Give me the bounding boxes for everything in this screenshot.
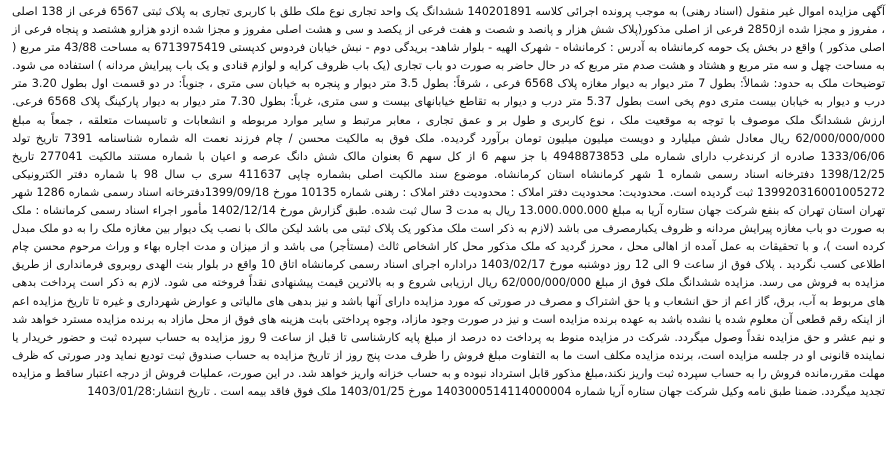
- auction-notice-text: آگهی مزایده اموال غیر منقول (اسناد رهنی) به موجب پرونده اجرائی کلاسه 140201891 ششدانگ یک واحد تجاری نوع ملک طلق با کاربری تجاری به پلاک ثبتی 6567 فرعی از 138 اصلی ، مفروز و مجزا شده از2850 فرعی از اصلی مذکور(پلاک شش هزار و پانصد و شصت و هفت فرعی از یکصد و سی و هشت اصلی مفروز و مجزا شده ازدو هزارو هشتصد و پنجاه فرعی از اصلی مذکور ) واقع در بخش یک حومه کرمانشاه به آدرس : کرمانشاه - شهرک الهیه - بلوار شاهد- بریدگی دوم - نبش خیابان فردوس کدپستی 6713975419 به مساحت 43/88 متر مربع ( به مساحت چهل و سه متر مربع و هشتاد و هشت صدم متر مربع که در حال حاضر به صورت دو باب تجاری (یک باب ظروف کرایه و لوازم قنادی و یک باب پیرایش مردانه ) استفاده می شود. توضیحات ملک به حدود: شمالاً: بطول 7 متر دیوار به دیوار مغازه پلاک 6568 فرعی ، شرقاً: بطول 3.5 متر دیوار و پنجره به خیابان سی متری ، جنوباً: در دو قسمت اول بطول 3.20 متر درب و دیوار به خیابان بیست متری دوم پخی است بطول 5.37 متر درب و دیوار به تقاطع خیابانهای بیست و سی متری، غرباً: بطول 7.30 متر دیوار به دیوار پارکینگ پلاک 6568 فرعی. ارزش ششدانگ ملک موصوف با توجه به موقعیت ملک ، نوع کاربری و طول بر و عمق تجاری ، معابر مرتبط و سایر موارد مربوطه و انشعابات و تاسیسات متعلقه ، جمعاً به مبلغ 62/000/000/000 ریال معادل شش میلیارد و دویست میلیون میلیون تومان برآورد گردیده. ملک فوق به مالکیت محسن / چام فرزند نعمت اله شماره شناسنامه 7391 تاریخ تولد 1333/06/06 صادره از کرندغرب دارای شماره ملی 4948873853 با جز سهم 6 از کل سهم 6 بعنوان مالک شش دانگ عرصه و اعیان با شماره مستند مالکیت 277041 تاریخ 1398/12/25 دفترخانه اسناد رسمی شماره 1 شهر کرمانشاه استان کرمانشاه. موضوع سند مالکیت اصلی بشماره چاپی 411637 سری ب سال 98 با شماره دفتر الکترونیکی 139920316001005272 ثبت گردیده است. محدودیت: محدودیت دفتر املاک : محدودیت دفتر املاک : رهنی شماره 10135 مورخ 1399/09/18دفترخانه اسناد رسمی شماره 1286 شهر تهران استان تهران که بنفع شرکت جهان ستاره آریا به مبلغ 13.000.000.000 ریال به مدت 3 سال ثبت شده. طبق گزارش مورخ 1402/12/14 مأمور اجراء اسناد رسمی کرمانشاه : ملک به صورت دو باب مغازه پیرایش مردانه و ظروف یکبارمصرف می باشد (لازم به ذکر است ملک مذکور یک پلاک ثبتی می باشد لیکن مالک با نصب یک دیوار بین مغازه ملک را به دو ملک مبدل کرده است )، و با تحقیقات به عمل آمده از اهالی محل ، محرز گردید که ملک مذکور محل کار اشخاص ثالث (مستأجر) می باشد و از میزان و مدت اجاره بهاء و وراث مرحوم محسن چام اطلاعی کسب نگردید . پلاک فوق از ساعت 9 الی 12 روز دوشنبه مورخ 1403/02/17 دراداره اجرای اسناد رسمی کرمانشاه اتاق 10 واقع در بلوار بنت الهدی روبروی فرمانداری از طریق مزایده به فروش می رسد. مزایده ششدانگ ملک فوق از مبلغ 62/000/000/000 ریال ارزیابی شروع و به بالاترین قیمت پیشنهادی نقداً فروخته می شود. لازم به ذکر است پرداخت بدهی های مربوط به آب، برق، گاز اعم از حق انشعاب و یا حق اشتراک و مصرف در صورتی که مورد مزایده دارای آنها باشد و نیز بدهی های مالیاتی و عوارض شهرداری و غیره تا تاریخ مزایده اعم از اینکه رقم قطعی آن معلوم شده یا نشده باشد به عهده برنده مزایده است و نیز در صورت وجود مازاد، وجوه پرداختی بابت هزینه های فوق از محل مازاد به برنده مزایده مسترد خواهد شد و نیم عشر و حق مزایده نقداً وصول میگردد. شرکت در مزایده منوط به پرداخت ده درصد از مبلغ پایه کارشناسی تا قبل از ساعت 9 روز مزایده به حساب سپرده ثبت و حضور خریدار یا نماینده قانونی او در جلسه مزایده است، برنده مزایده مکلف است ما به التفاوت مبلغ فروش را ظرف مدت پنج روز از تاریخ مزایده به حساب صندوق ثبت تودیع نماید ودر صورتی که ظرف مهلت مقرر،مانده فروش را به حساب سپرده ثبت واریز نکند،مبلغ مذکور قابل استرداد نبوده و به حساب خزانه واریز خواهد شد. در این صورت، عملیات فروش از درجه اعتبار ساقط و مزایده تجدید میگردد. ضمنا طبق نامه وکیل شرکت جهان ستاره آریا شماره 1403000514114000004 مورخ 1403/01/25 ملک فوق فاقد بیمه است . تاریخ انتشار:1403/01/28: [12, 5, 886, 398]
